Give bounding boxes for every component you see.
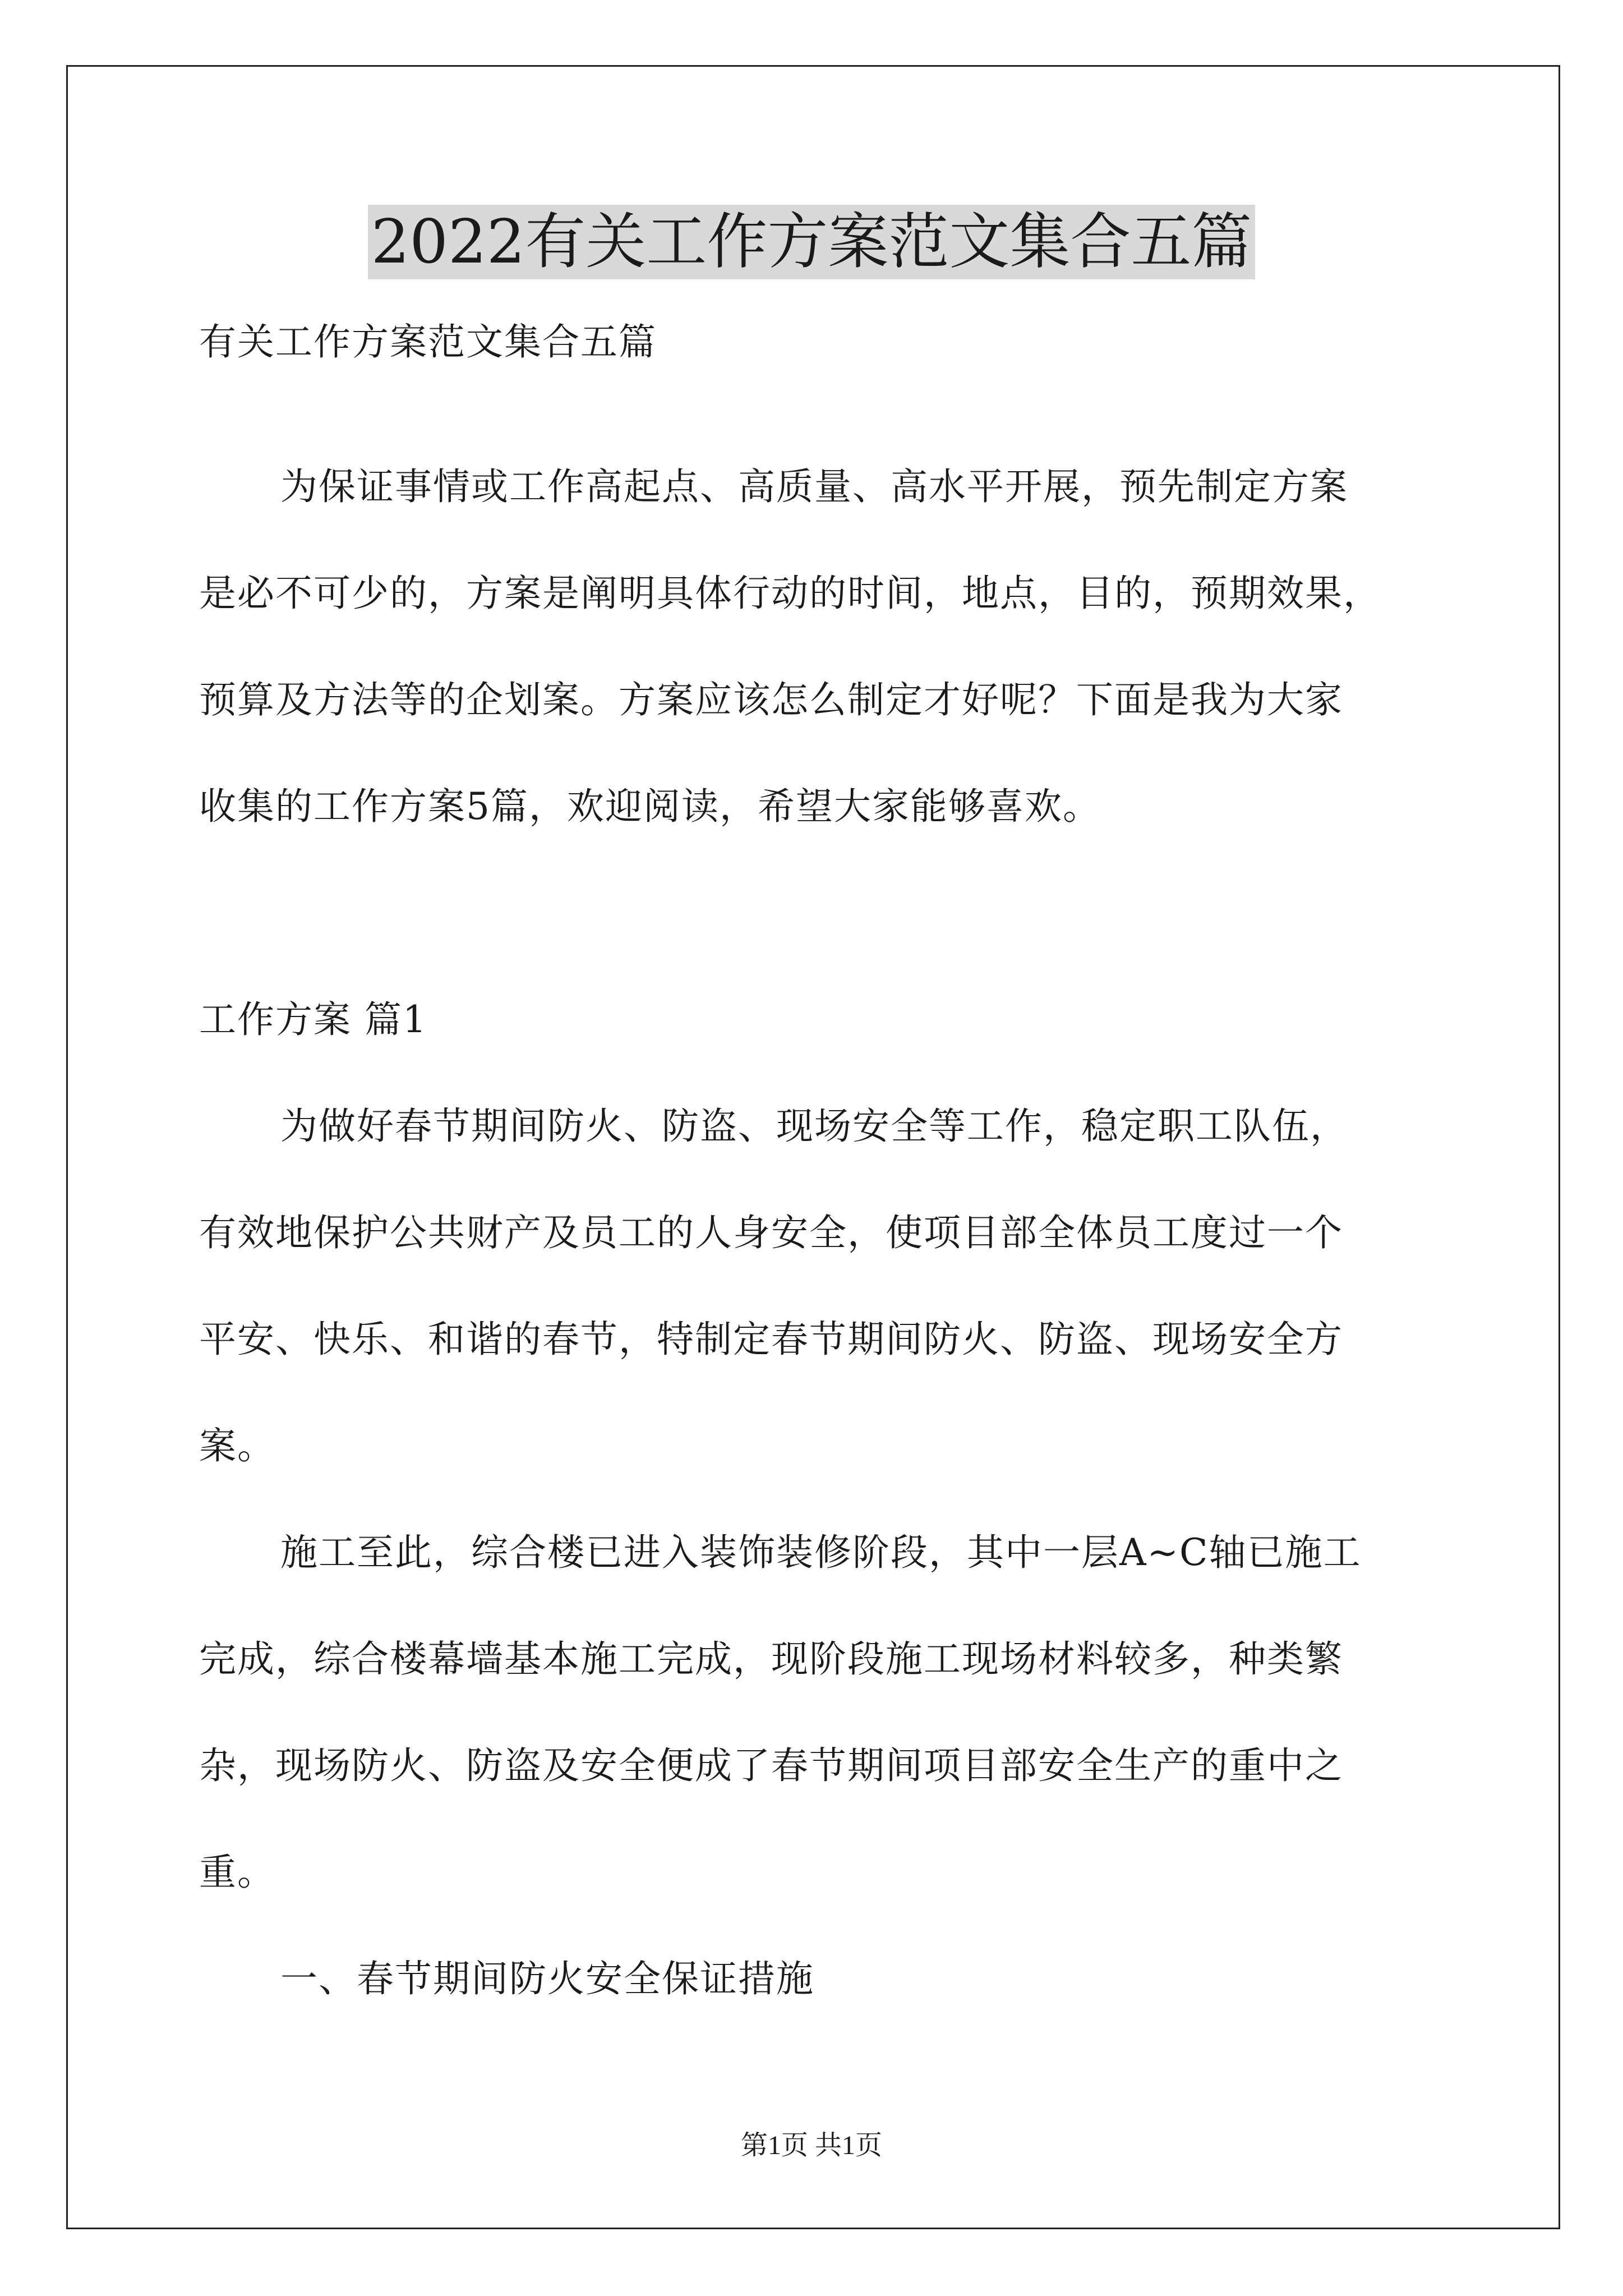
paragraph-line: 杂，现场防火、防盗及安全便成了春节期间项目部安全生产的重中之 <box>199 1744 1343 1787</box>
paragraph-line: 为做好春节期间防火、防盗、现场安全等工作，稳定职工队伍， <box>280 1105 1348 1148</box>
subheading: 一、春节期间防火安全保证措施 <box>280 1957 814 2000</box>
section-heading: 工作方案 篇1 <box>199 998 427 1041</box>
intro-line: 是必不可少的，方案是阐明具体行动的时间，地点，目的，预期效果， <box>199 572 1381 615</box>
document-title-text: 2022有关工作方案范文集合五篇 <box>368 205 1256 279</box>
page-footer: 第1页 共1页 <box>740 2131 882 2160</box>
paragraph-line: 有效地保护公共财产及员工的人身安全，使项目部全体员工度过一个 <box>199 1211 1343 1254</box>
document-subtitle: 有关工作方案范文集合五篇 <box>199 320 657 364</box>
paragraph-line: 施工至此，综合楼已进入装饰装修阶段，其中一层A~C轴已施工 <box>280 1531 1362 1574</box>
paragraph-line: 重。 <box>199 1851 275 1894</box>
intro-line: 收集的工作方案5篇，欢迎阅读，希望大家能够喜欢。 <box>199 785 1101 828</box>
intro-line: 预算及方法等的企划案。方案应该怎么制定才好呢？下面是我为大家 <box>199 678 1343 721</box>
paragraph-line: 完成，综合楼幕墙基本施工完成，现阶段施工现场材料较多，种类繁 <box>199 1637 1343 1681</box>
document-title <box>0 203 1623 282</box>
paragraph-line: 平安、快乐、和谐的春节，特制定春节期间防火、防盗、现场安全方 <box>199 1318 1343 1361</box>
intro-line: 为保证事情或工作高起点、高质量、高水平开展，预先制定方案 <box>280 465 1348 508</box>
paragraph-line: 案。 <box>199 1424 275 1467</box>
